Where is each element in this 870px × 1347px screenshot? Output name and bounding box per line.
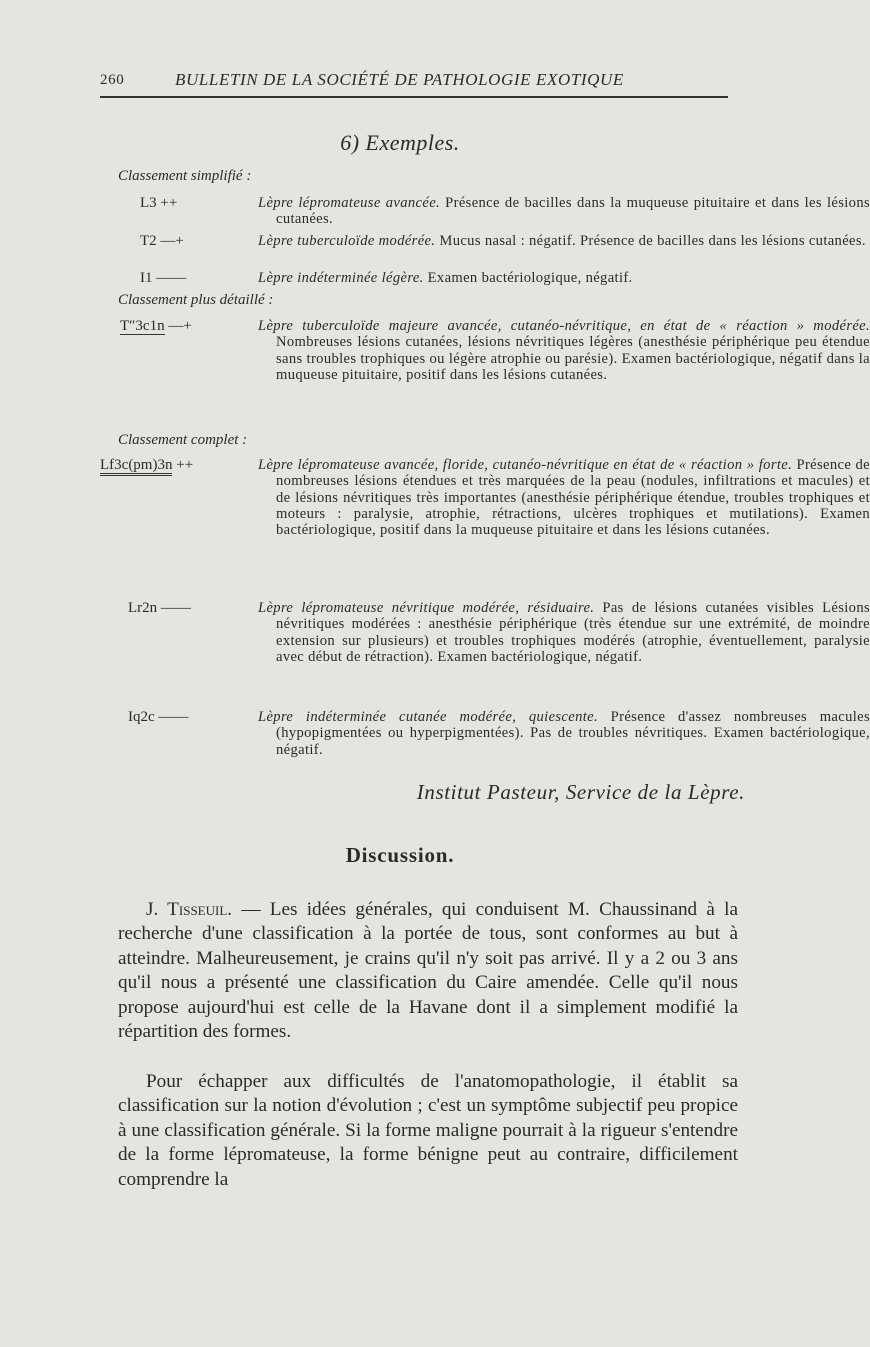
complete-heading: Classement complet : [118,432,248,448]
entry-code: Iq2c —— [128,709,189,725]
entry-lead: Lèpre tuberculoïde majeure avancée, cutanéo-névritique, en état de « réaction » modérée. [258,318,870,334]
running-title: BULLETIN DE LA SOCIÉTÉ DE PATHOLOGIE EXOTIQUE [175,70,624,89]
entry-body: Mucus nasal : négatif. Présence de bacilles dans les lésions cutanées. [439,233,866,249]
entry-lead: Lèpre indéterminée légère. [258,270,424,286]
discussion-paragraph-1 [118,898,738,1044]
entry-lead: Lèpre lépromateuse névritique modérée, résiduaire. [258,600,595,616]
entry-lead: Lèpre indéterminée cutanée modérée, quiescente. [258,709,598,725]
entry-text [258,233,870,249]
entry-code-label: Lf3c(pm)3n [100,457,172,476]
entry-body: Pas de lésions cutanées visibles Lésions névritiques modérées : anesthésie périphérique (très étendue sur une extrémité, de moindre extension sur plusieurs) et troubles trophiques modérés (atrophie, éventuellement, paralysie avec début de rétraction). Examen bactériologique, négatif. [276,600,870,665]
entry-code-label: T″3c1n [120,318,165,334]
page-header [100,70,732,94]
entry-text [258,318,870,383]
detailed-heading: Classement plus détaillé : [118,292,274,308]
entry-text [258,709,870,758]
entry-code: I1 —— [140,270,187,286]
section-title: 6) Exemples. [340,130,460,155]
entry-body: Nombreuses lésions cutanées, lésions névritiques légères (anesthésie périphérique peu étendue sans troubles trophiques ou légère atrophie ou parésie). Examen bactériologique, négatif dans la muqueuse pituitaire, positif dans les lésions cutanées. [276,334,870,383]
entry-text [258,270,870,286]
entry-code: L3 ++ [140,195,178,211]
discussion-title: Discussion. [345,843,455,867]
entry-lead: Lèpre tuberculoïde modérée. [258,233,436,249]
signature: Institut Pasteur, Service de la Lèpre. [416,780,745,804]
entry-body: Examen bactériologique, négatif. [427,270,633,286]
entry-code: T2 —+ [140,233,184,249]
discussion-paragraph-2: Pour échapper aux difficultés de l'anatomopathologie, il établit sa classification sur la notion d'évolution ; c'est un symptôme subjectif peu propice à une classification générale. Si la forme maligne pourrait à la rigueur s'entendre de la forme lépromateuse, la forme bénigne peut au contraire, difficilement comprendre la [118,1071,738,1190]
entry-lead: Lèpre lépromateuse avancée, floride, cutanéo-névritique en état de « réaction » forte. [258,457,793,473]
entry-text [258,457,870,538]
entry-lead: Lèpre lépromateuse avancée. [258,195,441,211]
simplified-heading: Classement simplifié : [118,168,252,184]
entry-text [258,600,870,665]
author-name: J. Tisseuil. [146,899,233,920]
entry-body: Présence d'assez nombreuses macules (hypopigmentées ou hyperpigmentées). Pas de troubles névritiques. Examen bactériologique, négatif. [276,709,870,758]
entry-code [120,318,280,335]
page-number: 260 [100,72,125,88]
entry-code [100,457,260,474]
entry-body: Présence de bacilles dans la muqueuse pituitaire et dans les lésions cutanées. [276,195,870,228]
paragraph-text: — Les idées générales, qui conduisent M. Chaussinand à la recherche d'une classification à la portée de tous, sont conformes au but à atteindre. Malheureusement, je crains qu'il n'y soit pas arrivé. Il y a 2 ou 3 ans qu'il nous a présenté une classification du Caire amendée. Celle qu'il nous propose aujourd'hui est celle de la Havane dont il a simplement modifié la répartition des formes. [118,899,739,1043]
entry-code-signs: —+ [168,318,192,334]
header-rule [100,96,728,98]
entry-body: Présence de nombreuses lésions étendues et très marquées de la peau (nodules, infiltrations et macules) et de lésions névritiques très importantes (anesthésie périphérique étendue, troubles trophiques et moteurs : paralysie, atrophie, rétractions, ulcères trophiques et mutilations). Examen bactériologique, positif dans la muqueuse pituitaire et dans les lésions cutanées. [276,457,870,539]
entry-code: Lr2n —— [128,600,191,616]
entry-code-signs: ++ [176,457,194,473]
entry-text [258,195,870,228]
